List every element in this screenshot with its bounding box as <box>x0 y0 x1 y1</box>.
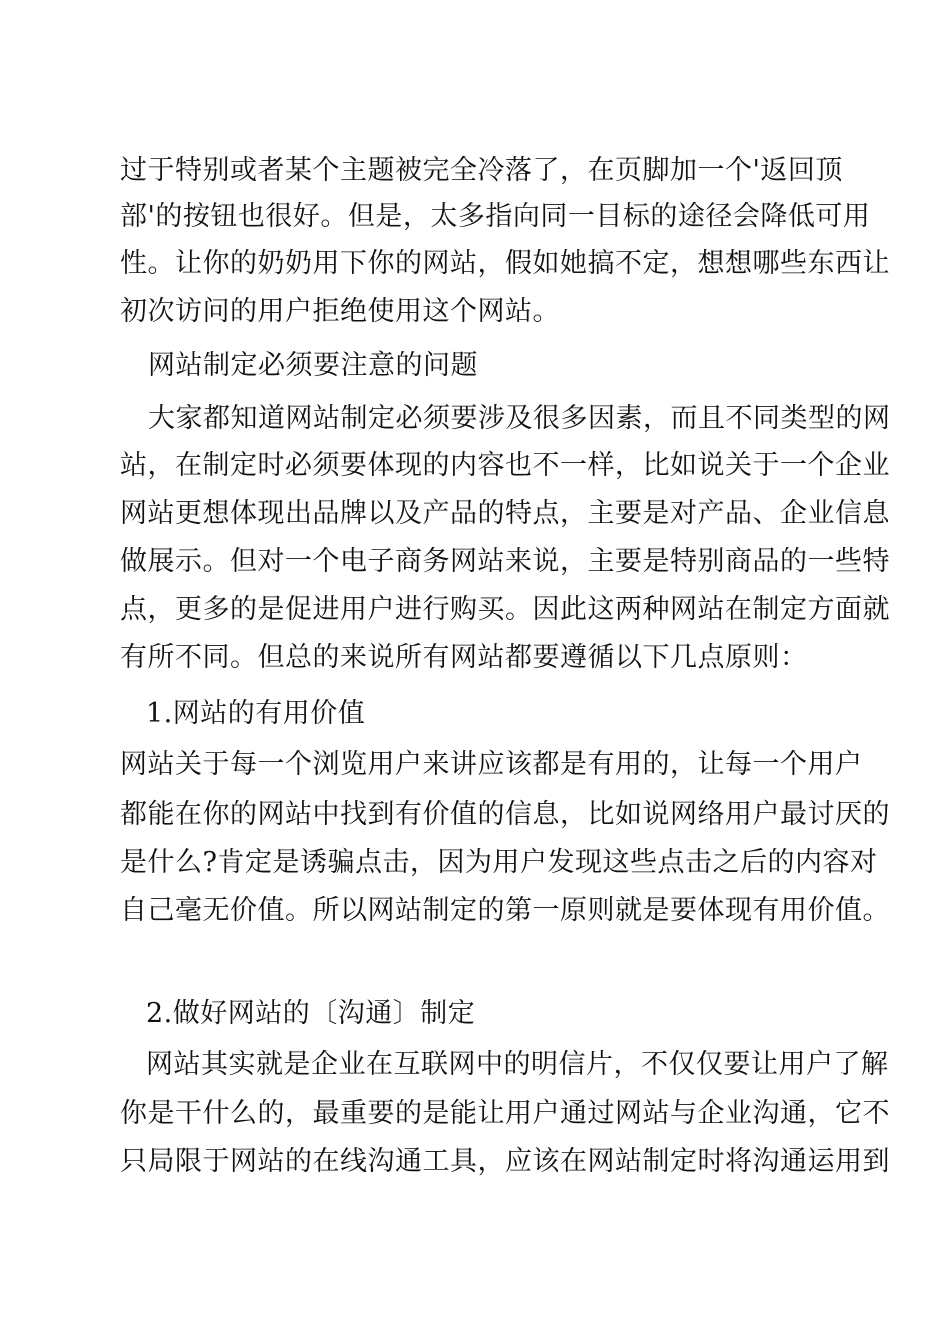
paragraph-line: 只局限于网站的在线沟通工具，应该在网站制定时将沟通运用到 <box>120 1146 890 1177</box>
paragraph-line: 网站其实就是企业在互联网中的明信片，不仅仅要让用户了解 <box>146 1049 889 1080</box>
paragraph-line: 过于特别或者某个主题被完全冷落了，在页脚加一个'返回顶 <box>120 155 843 186</box>
paragraph-line: 点，更多的是促进用户进行购买。因此这两种网站在制定方面就 <box>120 594 890 625</box>
paragraph-line: 部'的按钮也很好。但是，太多指向同一目标的途径会降低可用 <box>120 201 871 232</box>
paragraph-line: 你是干什么的，最重要的是能让用户通过网站与企业沟通，它不 <box>120 1098 890 1129</box>
paragraph-line: 都能在你的网站中找到有价值的信息，比如说网络用户最讨厌的 <box>120 799 890 830</box>
paragraph-line: 是什么?肯定是诱骗点击，因为用户发现这些点击之后的内容对 <box>120 847 878 878</box>
paragraph-line: 自己毫无价值。所以网站制定的第一原则就是要体现有用价值。 <box>120 895 890 926</box>
paragraph-line: 网站关于每一个浏览用户来讲应该都是有用的，让每一个用户 <box>120 749 863 780</box>
paragraph-line: 有所不同。但总的来说所有网站都要遵循以下几点原则： <box>120 642 808 673</box>
list-heading: 2.做好网站的〔沟通〕制定 <box>146 998 476 1029</box>
paragraph-line: 做展示。但对一个电子商务网站来说，主要是特别商品的一些特 <box>120 546 890 577</box>
list-heading: 1.网站的有用价值 <box>146 698 366 729</box>
section-heading: 网站制定必须要注意的问题 <box>148 350 478 381</box>
paragraph-line: 大家都知道网站制定必须要涉及很多因素，而且不同类型的网 <box>148 403 891 434</box>
paragraph-line: 初次访问的用户拒绝使用这个网站。 <box>120 296 560 327</box>
paragraph-line: 网站更想体现出品牌以及产品的特点，主要是对产品、企业信息 <box>120 498 890 529</box>
paragraph-line: 站，在制定时必须要体现的内容也不一样，比如说关于一个企业 <box>120 450 890 481</box>
paragraph-line: 性。让你的奶奶用下你的网站，假如她搞不定，想想哪些东西让 <box>120 248 890 279</box>
